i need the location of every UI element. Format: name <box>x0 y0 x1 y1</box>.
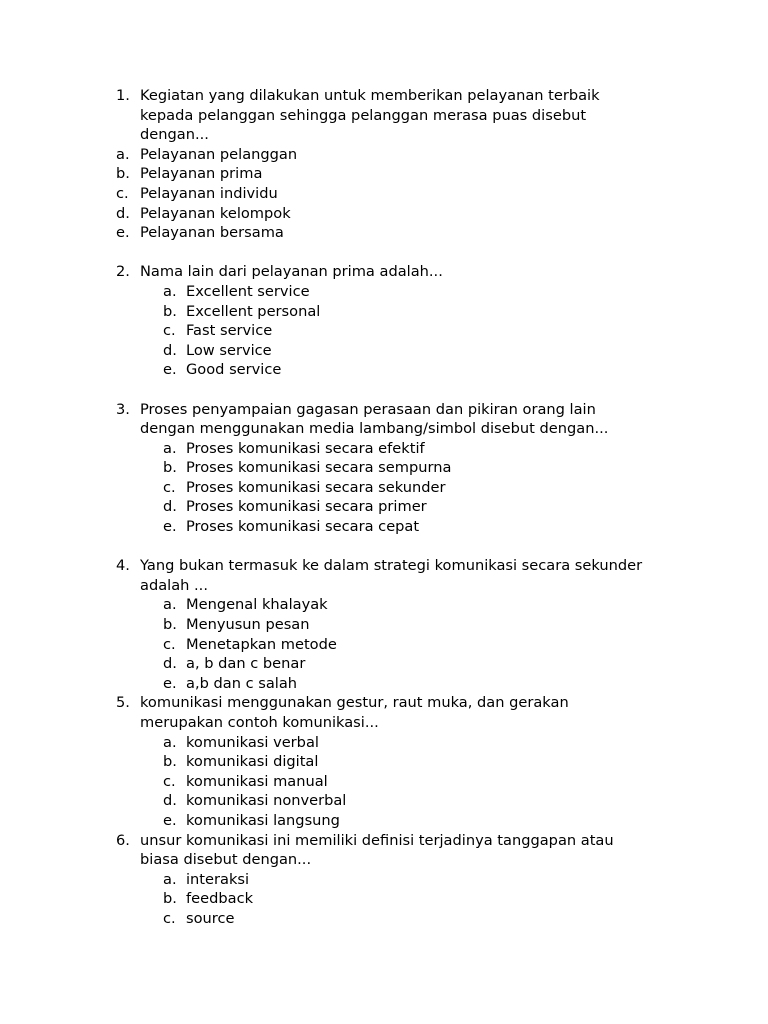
question-number: 3. <box>116 400 130 418</box>
answer-option <box>116 909 696 929</box>
answer-option <box>116 341 696 361</box>
question-text: dengan menggunakan media lambang/simbol disebut dengan... <box>140 420 609 438</box>
option-letter: b. <box>163 753 177 771</box>
answer-option <box>116 439 696 459</box>
question-line <box>116 86 696 106</box>
question-number: 4. <box>116 557 130 575</box>
option-letter: c. <box>163 772 176 790</box>
answer-option <box>116 889 696 909</box>
option-text: Menyusun pesan <box>186 616 310 634</box>
answer-option <box>116 595 696 615</box>
question-number: 1. <box>116 87 130 104</box>
option-text: Excellent service <box>186 282 310 300</box>
answer-option <box>116 302 696 322</box>
option-text: komunikasi nonverbal <box>186 792 347 810</box>
option-letter: c. <box>163 478 176 496</box>
option-text: komunikasi verbal <box>186 733 319 751</box>
option-text: a,b dan c salah <box>186 674 298 692</box>
option-text: komunikasi manual <box>186 772 328 790</box>
question-text: Kegiatan yang dilakukan untuk memberikan pelayanan terbaik <box>140 87 600 104</box>
question-line <box>116 576 696 596</box>
option-letter: e. <box>163 674 177 692</box>
question-text: adalah ... <box>140 576 208 594</box>
option-text: Low service <box>186 341 272 359</box>
question-text: Nama lain dari pelayanan prima adalah... <box>140 263 443 281</box>
blank-line <box>116 243 696 263</box>
option-letter: a. <box>163 282 177 300</box>
question-number: 5. <box>116 694 130 712</box>
option-text: Proses komunikasi secara sekunder <box>186 478 446 496</box>
question-line <box>116 262 696 282</box>
option-text: Pelayanan pelanggan <box>140 145 298 163</box>
option-letter: c. <box>163 635 176 653</box>
blank-line <box>116 380 696 400</box>
question-line <box>116 125 696 145</box>
answer-option <box>116 811 696 831</box>
option-letter: e. <box>116 224 130 242</box>
question-text: Proses penyampaian gagasan perasaan dan pikiran orang lain <box>140 400 596 418</box>
answer-option <box>116 282 696 302</box>
question-text: komunikasi menggunakan gestur, raut muka, dan gerakan <box>140 694 569 712</box>
question-line <box>116 831 696 851</box>
answer-option <box>116 615 696 635</box>
option-text: Mengenal khalayak <box>186 596 328 614</box>
answer-option <box>116 164 696 184</box>
question-number: 2. <box>116 263 130 281</box>
question-line <box>116 713 696 733</box>
question-3 <box>116 400 696 537</box>
question-5 <box>116 693 696 830</box>
question-line <box>116 419 696 439</box>
option-text: komunikasi digital <box>186 753 319 771</box>
option-text: Pelayanan prima <box>140 165 263 183</box>
answer-option <box>116 184 696 204</box>
option-letter: b. <box>163 459 177 477</box>
answer-option <box>116 360 696 380</box>
option-letter: d. <box>163 341 177 359</box>
quiz-list <box>116 86 696 929</box>
option-letter: b. <box>116 165 130 183</box>
option-letter: a. <box>163 733 177 751</box>
option-text: Good service <box>186 361 282 379</box>
question-line <box>116 106 696 126</box>
option-letter: c. <box>116 184 129 202</box>
question-line <box>116 400 696 420</box>
option-letter: c. <box>163 909 176 927</box>
option-letter: a. <box>163 870 177 888</box>
option-text: source <box>186 909 235 927</box>
question-text: unsur komunikasi ini memiliki definisi terjadinya tanggapan atau <box>140 831 614 849</box>
option-letter: a. <box>163 439 177 457</box>
option-letter: e. <box>163 361 177 379</box>
option-text: Menetapkan metode <box>186 635 337 653</box>
question-text: kepada pelanggan sehingga pelanggan merasa puas disebut <box>140 106 587 124</box>
answer-option <box>116 752 696 772</box>
option-text: a, b dan c benar <box>186 655 306 673</box>
question-number: 6. <box>116 831 130 849</box>
question-6 <box>116 831 696 929</box>
option-text: Pelayanan kelompok <box>140 204 291 222</box>
option-text: Pelayanan bersama <box>140 224 284 242</box>
option-text: Proses komunikasi secara efektif <box>186 439 425 457</box>
answer-option <box>116 870 696 890</box>
question-line <box>116 693 696 713</box>
answer-option <box>116 772 696 792</box>
question-text: biasa disebut dengan... <box>140 851 312 869</box>
option-letter: e. <box>163 518 177 536</box>
answer-option <box>116 204 696 224</box>
option-text: feedback <box>186 890 254 908</box>
option-letter: d. <box>116 204 130 222</box>
option-letter: b. <box>163 616 177 634</box>
answer-option <box>116 654 696 674</box>
question-text: dengan... <box>140 126 209 144</box>
option-letter: a. <box>116 145 130 163</box>
blank-line <box>116 537 696 557</box>
answer-option <box>116 497 696 517</box>
answer-option <box>116 517 696 537</box>
answer-option <box>116 733 696 753</box>
question-text: Yang bukan termasuk ke dalam strategi komunikasi secara sekunder <box>140 557 643 575</box>
question-1 <box>116 86 696 243</box>
option-text: Proses komunikasi secara primer <box>186 498 427 516</box>
option-letter: d. <box>163 498 177 516</box>
question-4 <box>116 556 696 693</box>
option-letter: d. <box>163 655 177 673</box>
option-letter: e. <box>163 811 177 829</box>
option-letter: d. <box>163 792 177 810</box>
answer-option <box>116 321 696 341</box>
question-2 <box>116 262 696 380</box>
option-letter: b. <box>163 302 177 320</box>
question-line <box>116 556 696 576</box>
option-letter: b. <box>163 890 177 908</box>
answer-option <box>116 458 696 478</box>
option-text: Excellent personal <box>186 302 321 320</box>
option-text: Fast service <box>186 322 273 340</box>
option-text: Proses komunikasi secara sempurna <box>186 459 452 477</box>
answer-option <box>116 674 696 694</box>
answer-option <box>116 635 696 655</box>
answer-option <box>116 145 696 165</box>
option-text: interaksi <box>186 870 250 888</box>
question-text: merupakan contoh komunikasi... <box>140 714 379 731</box>
answer-option <box>116 478 696 498</box>
option-text: Proses komunikasi secara cepat <box>186 518 420 536</box>
answer-option <box>116 791 696 811</box>
answer-option <box>116 223 696 243</box>
option-letter: a. <box>163 596 177 614</box>
option-text: komunikasi langsung <box>186 811 340 829</box>
question-line <box>116 850 696 870</box>
option-text: Pelayanan individu <box>140 184 278 202</box>
option-letter: c. <box>163 322 176 340</box>
